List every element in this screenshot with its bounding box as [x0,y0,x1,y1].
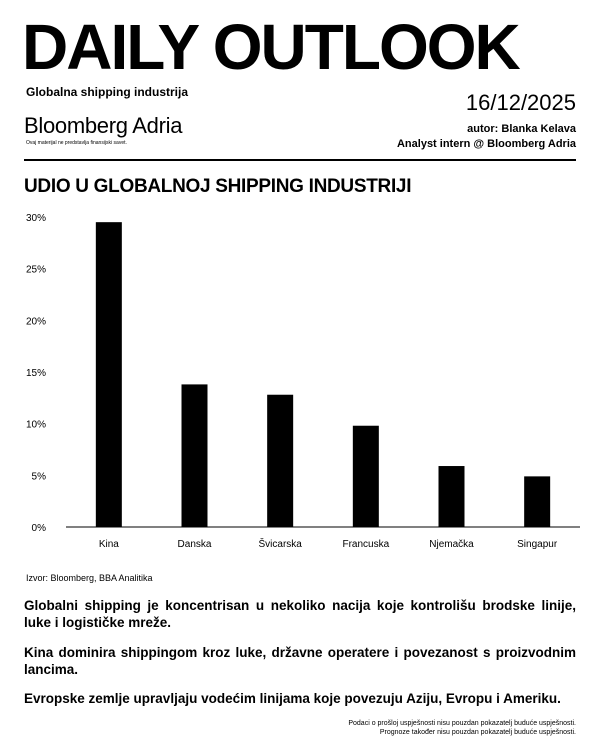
bar-5 [439,466,465,527]
footnote-2: Prognoze također nisu pouzdan pokazatelj buduće uspješnosti. [379,729,576,736]
paragraph-3: Evropske zemlje upravljaju vodećim linijama koje povezuju Aziju, Evropu i Ameriku. [24,691,561,706]
y-tick-label: 5% [31,471,46,483]
source-note: Izvor: Bloomberg, BBA Analitika [26,573,153,583]
footnote-block [348,719,576,737]
x-tick-label: Danska [177,539,212,550]
x-tick-label: Švicarska [258,539,302,550]
bar-2 [182,384,208,527]
author-role: Analyst intern @ Bloomberg Adria [396,138,576,150]
author-block [397,122,576,152]
x-tick-label: Francuska [342,539,390,550]
footnote-1: Podaci o prošloj uspješnosti nisu pouzdan pokazatelj buduće uspješnosti. [348,720,576,727]
y-tick-label: 30% [25,213,46,224]
bar-4 [353,426,379,527]
bar-chart [0,200,600,560]
bar-3 [267,395,293,527]
chart-title: UDIO U GLOBALNOJ SHIPPING INDUSTRIJI [24,176,412,197]
paragraph-1: Globalni shipping je koncentrisan u nekoliko nacija koje kontrolišu brodske linije, luke i logističke mreže. [24,598,576,630]
x-tick-label: Singapur [517,539,558,550]
header-divider [24,159,576,161]
paragraph-2: Kina dominira shippingom kroz luke, državne operatere i povezanost s proizvodnim lancima. [24,645,576,677]
author-line: autor: Blanka Kelava [467,123,576,135]
y-tick-label: 0% [31,523,46,534]
brand-disclaimer: Ovaj materijal ne predstavlja finansijski savet. [26,140,127,146]
bar-1 [96,222,122,527]
y-tick-label: 25% [25,264,46,276]
publication-date: 16/12/2025 [465,90,576,115]
bar-6 [524,476,550,527]
publication-subtitle: Globalna shipping industrija [26,85,189,99]
brand-name: Bloomberg Adria [24,113,183,138]
x-tick-label: Njemačka [429,539,474,550]
y-tick-label: 20% [25,316,46,328]
x-tick-label: Kina [98,539,119,550]
y-tick-label: 15% [25,368,46,379]
y-tick-label: 10% [25,419,46,431]
masthead-title: DAILY OUTLOOK [22,11,519,83]
